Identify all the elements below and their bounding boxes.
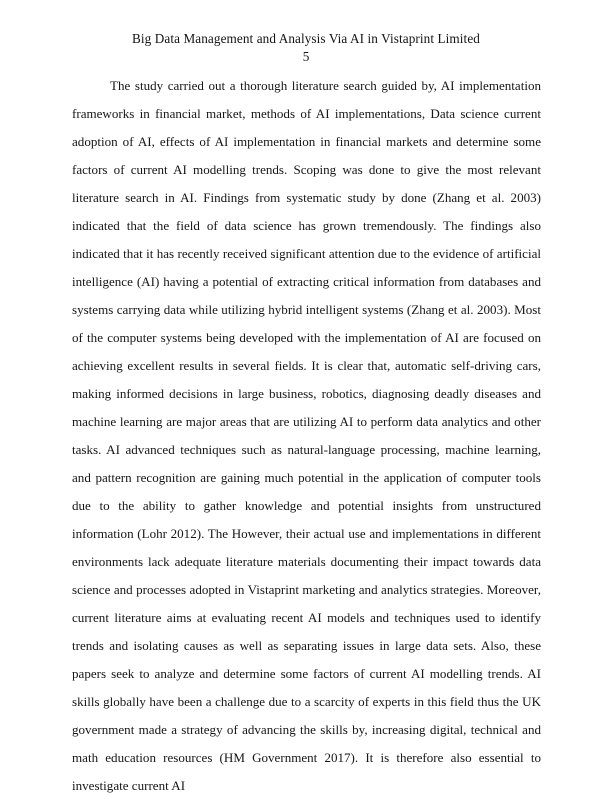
body-paragraph: The study carried out a thorough literature search guided by, AI implementation frameworks in financial market, methods of AI implementations, Data science current adoption of AI, effects of AI implementation in financial markets and determine some factors of current AI modelling trends. Scoping was done to give the most relevant literature search in AI. Findings from systematic study by done (Zhang et al. 2003) indicated that the field of data science has grown tremendously. The findings also indicated that it has recently received significant attention due to the evidence of artificial intelligence (AI) having a potential of extracting critical information from databases and systems carrying data while utilizing hybrid intelligent systems (Zhang et al. 2003). Most of the computer systems being developed with the implementation of AI are focused on achieving excellent results in several fields. It is clear that, automatic self-driving cars, making informed decisions in large business, robotics, diagnosing deadly diseases and machine learning are major areas that are utilizing AI to perform data analytics and other tasks. AI advanced techniques such as natural-language processing, machine learning, and pattern recognition are gaining much potential in the application of computer tools due to the ability to gather knowledge and potential insights from unstructured information (Lohr 2012). The However, their actual use and implementations in different environments lack adequate literature materials documenting their impact towards data science and processes adopted in Vistaprint marketing and analytics strategies. Moreover, current literature aims at evaluating recent AI models and techniques used to identify trends and isolating causes as well as separating issues in large data sets. Also, these papers seek to analyze and determine some factors of current AI modelling trends. AI skills globally have been a challenge due to a scarcity of experts in this field thus the UK government made a strategy of advancing the skills by, increasing digital, technical and math education resources (HM Government 2017). It is therefore also essential to investigate current AI xyxy=(72,78,541,793)
page-header xyxy=(0,30,612,66)
page-number: 5 xyxy=(302,49,310,64)
document-body xyxy=(72,72,541,800)
running-head-title: Big Data Management and Analysis Via AI in Vistaprint Limited xyxy=(132,31,480,46)
